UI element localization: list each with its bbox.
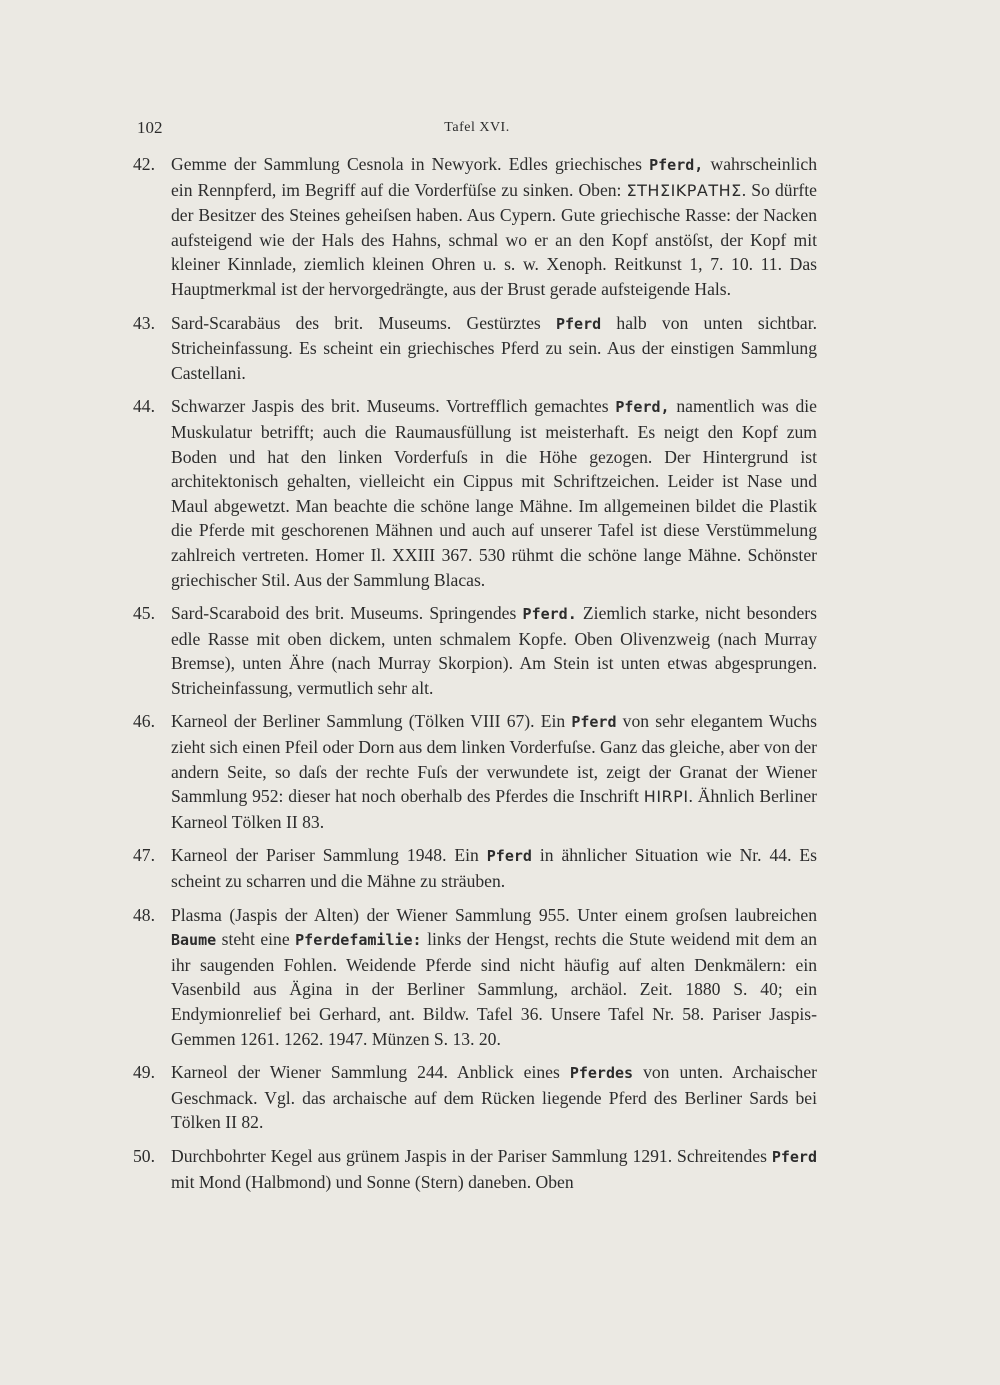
text-run: in ähnlicher Situation wie Nr. 44. Es scheint zu scharren und die Mähne zu sträuben.	[171, 845, 818, 892]
page-number: 102	[137, 118, 163, 137]
emphasized-term: Pferd	[486, 847, 532, 866]
text-run: Sard-Scaraboid des brit. Museums. Springendes	[171, 603, 523, 624]
entry-text	[171, 903, 817, 1052]
text-run: Gemme der Sammlung Cesnola in Newyork. Edles griechisches	[171, 154, 650, 174]
text-run: mit Mond (Halbmond) und Sonne (Stern) daneben. Oben	[171, 1171, 574, 1192]
entry-number: 47.	[133, 845, 155, 866]
inscription: ΣΤΗΣΙΚΡΑΤΗΣ	[626, 180, 742, 200]
entry-number: 42.	[133, 154, 155, 174]
text-run: Karneol der Berliner Sammlung (Tölken VIII 67). Ein	[171, 711, 572, 732]
emphasized-term: Pferd	[571, 713, 617, 732]
entry-number: 46.	[133, 711, 155, 732]
inscription: HIRPI	[643, 787, 689, 807]
text-run: Ziemlich starke, nicht besonders edle Rasse mit oben dickem, unten schmalem Kopfe. Oben Olivenzweig (nach Murray Bremse), unten Ähre (nach Murray Skorpion). Am Stein ist unten etwas abgesprungen. Stricheinfassung, vermutlich sehr alt.	[171, 603, 817, 698]
text-run: von sehr elegantem Wuchs zieht sich einen Pfeil oder Dorn aus dem linken Vorderfuſse. Ganz das gleiche, aber von der andern Seite, so daſs der rechte Fuſs der verwundete ist, zeigt der Granat der Wiener Sammlung 952: dieser hat noch oberhalb des Pferdes die Inschrift	[171, 711, 817, 807]
entry-text	[171, 1144, 817, 1194]
emphasized-term: Pferd,	[615, 398, 670, 417]
text-run: Sard-Scarabäus des brit. Museums. Gestürztes	[171, 312, 556, 333]
emphasized-term: Pferdes	[569, 1064, 634, 1083]
entry-text	[171, 1060, 817, 1135]
catalog-entry	[133, 152, 817, 302]
entry-number: 48.	[133, 904, 155, 925]
page-header	[137, 118, 817, 142]
text-run: . So dürfte der Besitzer des Steines geheiſsen haben. Aus Cypern. Gute griechische Rasse: der Nacken aufsteigend wie der Hals des Hahns, schmal wo er an den Kopf anstöſst, der Kopf mit kleiner Kinnlade, ziemlich kleinen Ohren u. s. w. Xenoph. Reitkunst 1, 7. 10. 11. Das Hauptmerkmal ist der hervorgedrängte, aus der Brust gerade aufsteigende Hals.	[171, 179, 817, 299]
entry-number: 50.	[133, 1145, 155, 1166]
emphasized-term: Pferd,	[649, 156, 704, 174]
catalog-entry	[133, 1144, 817, 1194]
text-run: namentlich was die Muskulatur betrifft; auch die Raumausfüllung ist meisterhaft. Es neigt den Kopf zum Boden und hat den linken Vorderfuſs in die Höhe gezogen. Der Hintergrund ist architektonisch gehalten, vielleicht ein Cippus mit Schriftzeichen. Leider ist Nase und Maul abgewetzt. Man beachte die schöne lange Mähne. Im allgemeinen bildet die Plastik die Pferde mit geschorenen Mähnen und auch auf unserer Tafel ist diese Verstümmelung zahlreich vertreten. Homer Il. XXIII 367. 530 rühmt die schöne lange Mähne. Schönster griechischer Stil. Aus der Sammlung Blacas.	[171, 396, 817, 590]
emphasized-term: Pferd	[556, 314, 602, 333]
catalog-entry	[133, 394, 817, 592]
catalog-entry	[133, 903, 817, 1052]
entry-number: 44.	[133, 396, 155, 417]
emphasized-term: Pferd.	[522, 605, 577, 624]
entry-number: 43.	[133, 312, 155, 333]
entry-number: 49.	[133, 1062, 155, 1083]
catalog-entry	[133, 843, 817, 893]
text-run: Plasma (Jaspis der Alten) der Wiener Sammlung 955. Unter einem groſsen laubreichen	[171, 904, 817, 925]
text-run: wahrscheinlich ein Rennpferd, im Begriff auf die Vorderfüſse zu sinken. Oben:	[171, 154, 817, 200]
entry-text	[171, 601, 817, 700]
text-run: steht eine	[216, 929, 296, 950]
text-run: Schwarzer Jaspis des brit. Museums. Vortrefflich gemachtes	[171, 396, 616, 417]
emphasized-term: Baume	[171, 931, 217, 950]
emphasized-term: Pferdefamilie:	[295, 931, 422, 950]
entry-text	[171, 843, 817, 893]
running-title: Tafel XVI.	[444, 120, 510, 135]
catalog-entry	[133, 601, 817, 700]
catalog-entry	[133, 311, 817, 386]
text-run: Karneol der Wiener Sammlung 244. Anblick eines	[171, 1062, 570, 1083]
catalog-entries	[133, 152, 817, 1203]
text-run: halb von unten sichtbar. Stricheinfassung. Es scheint ein griechisches Pferd zu sein. Aus der einstigen Sammlung Castellani.	[171, 312, 818, 383]
text-run: links der Hengst, rechts die Stute weidend mit dem an ihr saugenden Fohlen. Weidende Pferde sind nicht häufig auf alten Denkmälern: ein Vasenbild aus Ägina in der Berliner Sammlung, archäol. Zeit. 1880 S. 40; ein Endymionrelief bei Gerhard, ant. Bildw. Tafel 36. Unsere Tafel Nr. 58. Pariser Jaspis-Gemmen 1261. 1262. 1947. Münzen S. 13. 20.	[171, 929, 817, 1049]
text-run: von unten. Archaischer Geschmack. Vgl. das archaische auf dem Rücken liegende Pferd des Berliner Sards bei Tölken II 82.	[171, 1062, 817, 1133]
entry-text	[171, 152, 817, 302]
entry-text	[171, 394, 817, 592]
emphasized-term: Pferd	[771, 1147, 817, 1166]
text-run: Karneol der Pariser Sammlung 1948. Ein	[171, 845, 487, 866]
text-run: Durchbohrter Kegel aus grünem Jaspis in der Pariser Sammlung 1291. Schreitendes	[171, 1145, 772, 1166]
text-run: . Ähnlich Berliner Karneol Tölken II 83.	[171, 786, 817, 832]
entry-number: 45.	[133, 603, 155, 624]
catalog-entry	[133, 709, 817, 834]
entry-text	[171, 311, 817, 386]
entry-text	[171, 709, 817, 834]
catalog-entry	[133, 1060, 817, 1135]
